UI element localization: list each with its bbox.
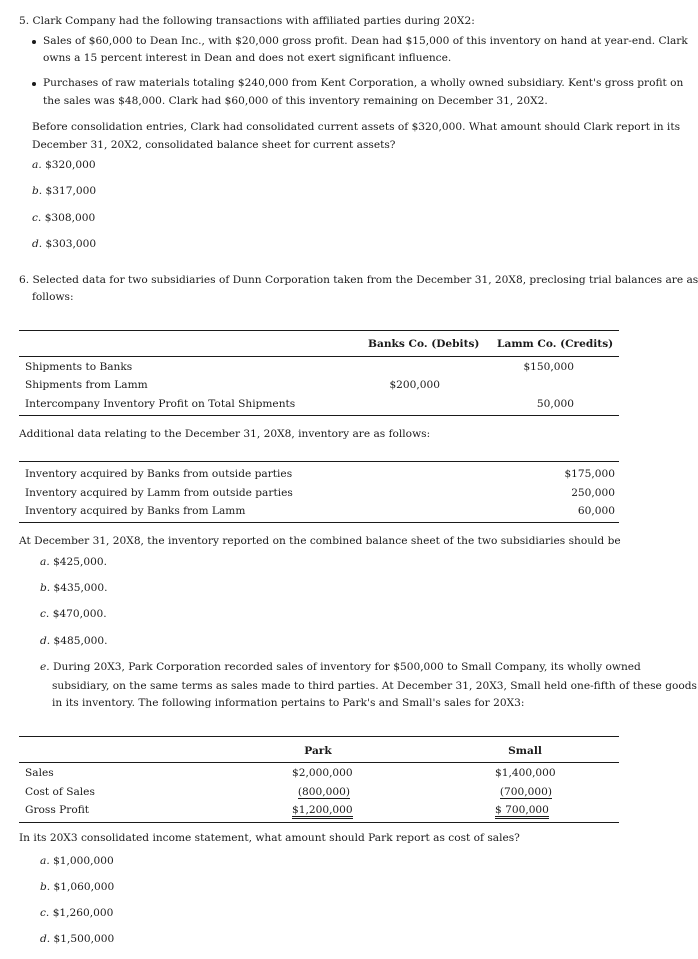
option-letter: a.	[40, 855, 50, 867]
table-rule	[19, 522, 619, 523]
q7-intro-line2: subsidiary, on the same terms as sales made to third parties. At December 31, 20X3, Small held one-fifth of these goods	[52, 680, 697, 692]
q7-option	[40, 881, 114, 894]
q6-option	[40, 582, 107, 595]
option-letter: b.	[32, 185, 43, 197]
q5-option	[32, 238, 96, 251]
table-cell: $200,000	[389, 379, 440, 391]
q7-intro-line3: in its inventory. The following information pertains to Park's and Small's sales for 20X3:	[52, 697, 525, 709]
q5-option	[32, 159, 96, 172]
q5-bullet2-line1: Purchases of raw materials totaling $240,000 from Kent Corporation, a wholly owned subsidiary. Kent's gross profit on	[43, 77, 684, 89]
option-text: $1,260,000	[52, 907, 114, 919]
table-cell: 60,000	[577, 505, 615, 517]
q5-bullet2-line2: the sales was $48,000. Clark had $60,000 of this inventory remaining on December 31, 20X2.	[43, 95, 548, 107]
option-letter: b.	[40, 582, 51, 594]
option-letter: d.	[40, 933, 51, 945]
table-row-label: Inventory acquired by Banks from outside parties	[25, 468, 293, 480]
q7-intro-line1: e. During 20X3, Park Corporation recorded sales of inventory for $500,000 to Small Company, its wholly owned	[40, 661, 641, 673]
table-row-label: Intercompany Inventory Profit on Total Shipments	[25, 398, 296, 410]
table-cell: $175,000	[564, 468, 615, 480]
table-row-label: Cost of Sales	[25, 786, 95, 798]
option-letter: d.	[40, 635, 51, 647]
table-cell: $ 700,000	[495, 804, 549, 819]
option-text: $470,000.	[52, 608, 107, 620]
option-text: $485,000.	[53, 635, 108, 647]
option-text: $1,060,000	[53, 881, 115, 893]
option-text: $425,000.	[53, 556, 107, 568]
option-letter: c.	[40, 608, 50, 620]
table-cell: (800,000)	[297, 786, 350, 798]
option-text: $308,000	[44, 212, 96, 224]
q6-option	[40, 608, 107, 621]
option-letter: a.	[32, 159, 42, 171]
q5-option	[32, 185, 96, 198]
q5-bullet1-line2: owns a 15 percent interest in Dean and does not exert significant influence.	[43, 52, 452, 64]
option-letter: c.	[40, 907, 50, 919]
table-cell: $1,400,000	[495, 767, 556, 779]
q5-option	[32, 212, 95, 225]
q6-intro-line2: follows:	[32, 291, 74, 303]
table-rule	[19, 461, 619, 462]
q5-question-line1: Before consolidation entries, Clark had consolidated current assets of $320,000. What amount should Clark report in its	[32, 121, 681, 133]
option-letter: c.	[32, 212, 42, 224]
q5-intro: 5. Clark Company had the following transactions with affiliated parties during 20X2:	[19, 15, 475, 27]
q6-question: At December 31, 20X8, the inventory reported on the combined balance sheet of the two subsidiaries should be	[19, 535, 621, 547]
option-text: $435,000.	[53, 582, 108, 594]
table-cell: 50,000	[536, 398, 574, 410]
q5-question-line2: December 31, 20X2, consolidated balance sheet for current assets?	[32, 139, 396, 151]
table-rule	[19, 736, 619, 737]
q7-question: In its 20X3 consolidated income statement, what amount should Park report as cost of sales?	[19, 832, 520, 844]
option-text: $303,000	[45, 238, 97, 250]
table3-col-park: Park	[304, 745, 332, 757]
q6-intro-line1: 6. Selected data for two subsidiaries of Dunn Corporation taken from the December 31, 20X8, preclosing trial balances are as	[19, 274, 698, 286]
table-cell: $2,000,000	[292, 767, 353, 779]
q5-bullet1-line1: Sales of $60,000 to Dean Inc., with $20,000 gross profit. Dean had $15,000 of this inventory on hand at year-end. Clark	[43, 35, 688, 47]
table-cell: $1,200,000	[292, 804, 353, 819]
table1-col-banks: Banks Co. (Debits)	[368, 338, 480, 350]
q7-option	[40, 907, 113, 920]
table-cell: 250,000	[571, 487, 615, 499]
q7-option	[40, 933, 114, 946]
table3-col-small: Small	[508, 745, 542, 757]
q6-additional: Additional data relating to the December 31, 20X8, inventory are as follows:	[19, 428, 431, 440]
table-cell: (700,000)	[499, 786, 552, 798]
option-text: $1,000,000	[53, 855, 114, 867]
bullet-icon	[32, 82, 36, 86]
table-rule	[19, 415, 619, 416]
q6-option	[40, 635, 107, 648]
q7-option	[40, 855, 114, 868]
table-rule	[19, 356, 619, 357]
q6-option	[40, 556, 107, 569]
table-row-label: Inventory acquired by Banks from Lamm	[25, 505, 246, 517]
table-rule	[19, 822, 619, 823]
table-row-label: Shipments to Banks	[25, 361, 133, 373]
table-row-label: Sales	[25, 767, 54, 779]
option-letter: b.	[40, 881, 51, 893]
table1-col-lamm: Lamm Co. (Credits)	[497, 338, 614, 350]
option-letter: e.	[40, 661, 50, 673]
option-text: $1,500,000	[53, 933, 115, 945]
table-rule	[19, 762, 619, 763]
option-letter: d.	[32, 238, 43, 250]
table-cell: $150,000	[523, 361, 574, 373]
bullet-icon	[32, 40, 36, 44]
table-row-label: Shipments from Lamm	[25, 379, 148, 391]
table-row-label: Gross Profit	[25, 804, 90, 816]
option-text: $320,000	[45, 159, 96, 171]
option-text: $317,000	[45, 185, 97, 197]
table-rule	[19, 330, 619, 331]
table-row-label: Inventory acquired by Lamm from outside parties	[25, 487, 293, 499]
option-letter: a.	[40, 556, 50, 568]
